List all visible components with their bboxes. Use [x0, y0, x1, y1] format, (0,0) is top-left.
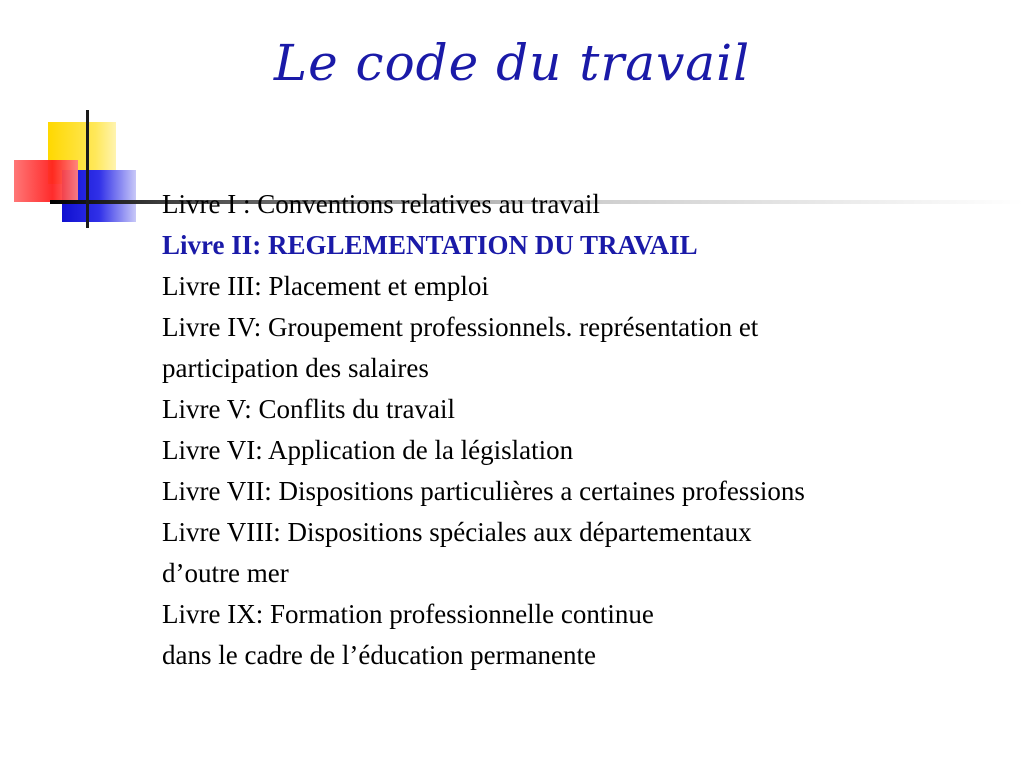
list-item-livre-i: Livre I : Conventions relatives au travail [162, 189, 600, 219]
red-square [14, 160, 78, 202]
list-item-livre-viii: Livre VIII: Dispositions spéciales aux départementaux [162, 517, 752, 547]
list-item-livre-vi: Livre VI: Application de la législation [162, 435, 574, 465]
list-item-livre-ii: Livre II: REGLEMENTATION DU TRAVAIL [162, 230, 698, 260]
list-item-livre-viii-cont: d’outre mer [162, 558, 289, 588]
list-item-livre-iii: Livre III: Placement et emploi [162, 271, 489, 301]
list-item-livre-vii: Livre VII: Dispositions particulières a certaines professions [162, 476, 805, 506]
slide-title: Le code du travail [273, 34, 751, 92]
list-item-livre-iv-cont: participation des salaires [162, 353, 429, 383]
list-item-livre-iv: Livre IV: Groupement professionnels. représentation et [162, 312, 759, 342]
list-item-livre-v: Livre V: Conflits du travail [162, 394, 455, 424]
chapter-list [162, 184, 1002, 676]
list-item-livre-ix-cont: dans le cadre de l’éducation permanente [162, 640, 597, 670]
vertical-rule [86, 110, 89, 228]
list-item-livre-ix: Livre IX: Formation professionnelle continue [162, 599, 654, 629]
